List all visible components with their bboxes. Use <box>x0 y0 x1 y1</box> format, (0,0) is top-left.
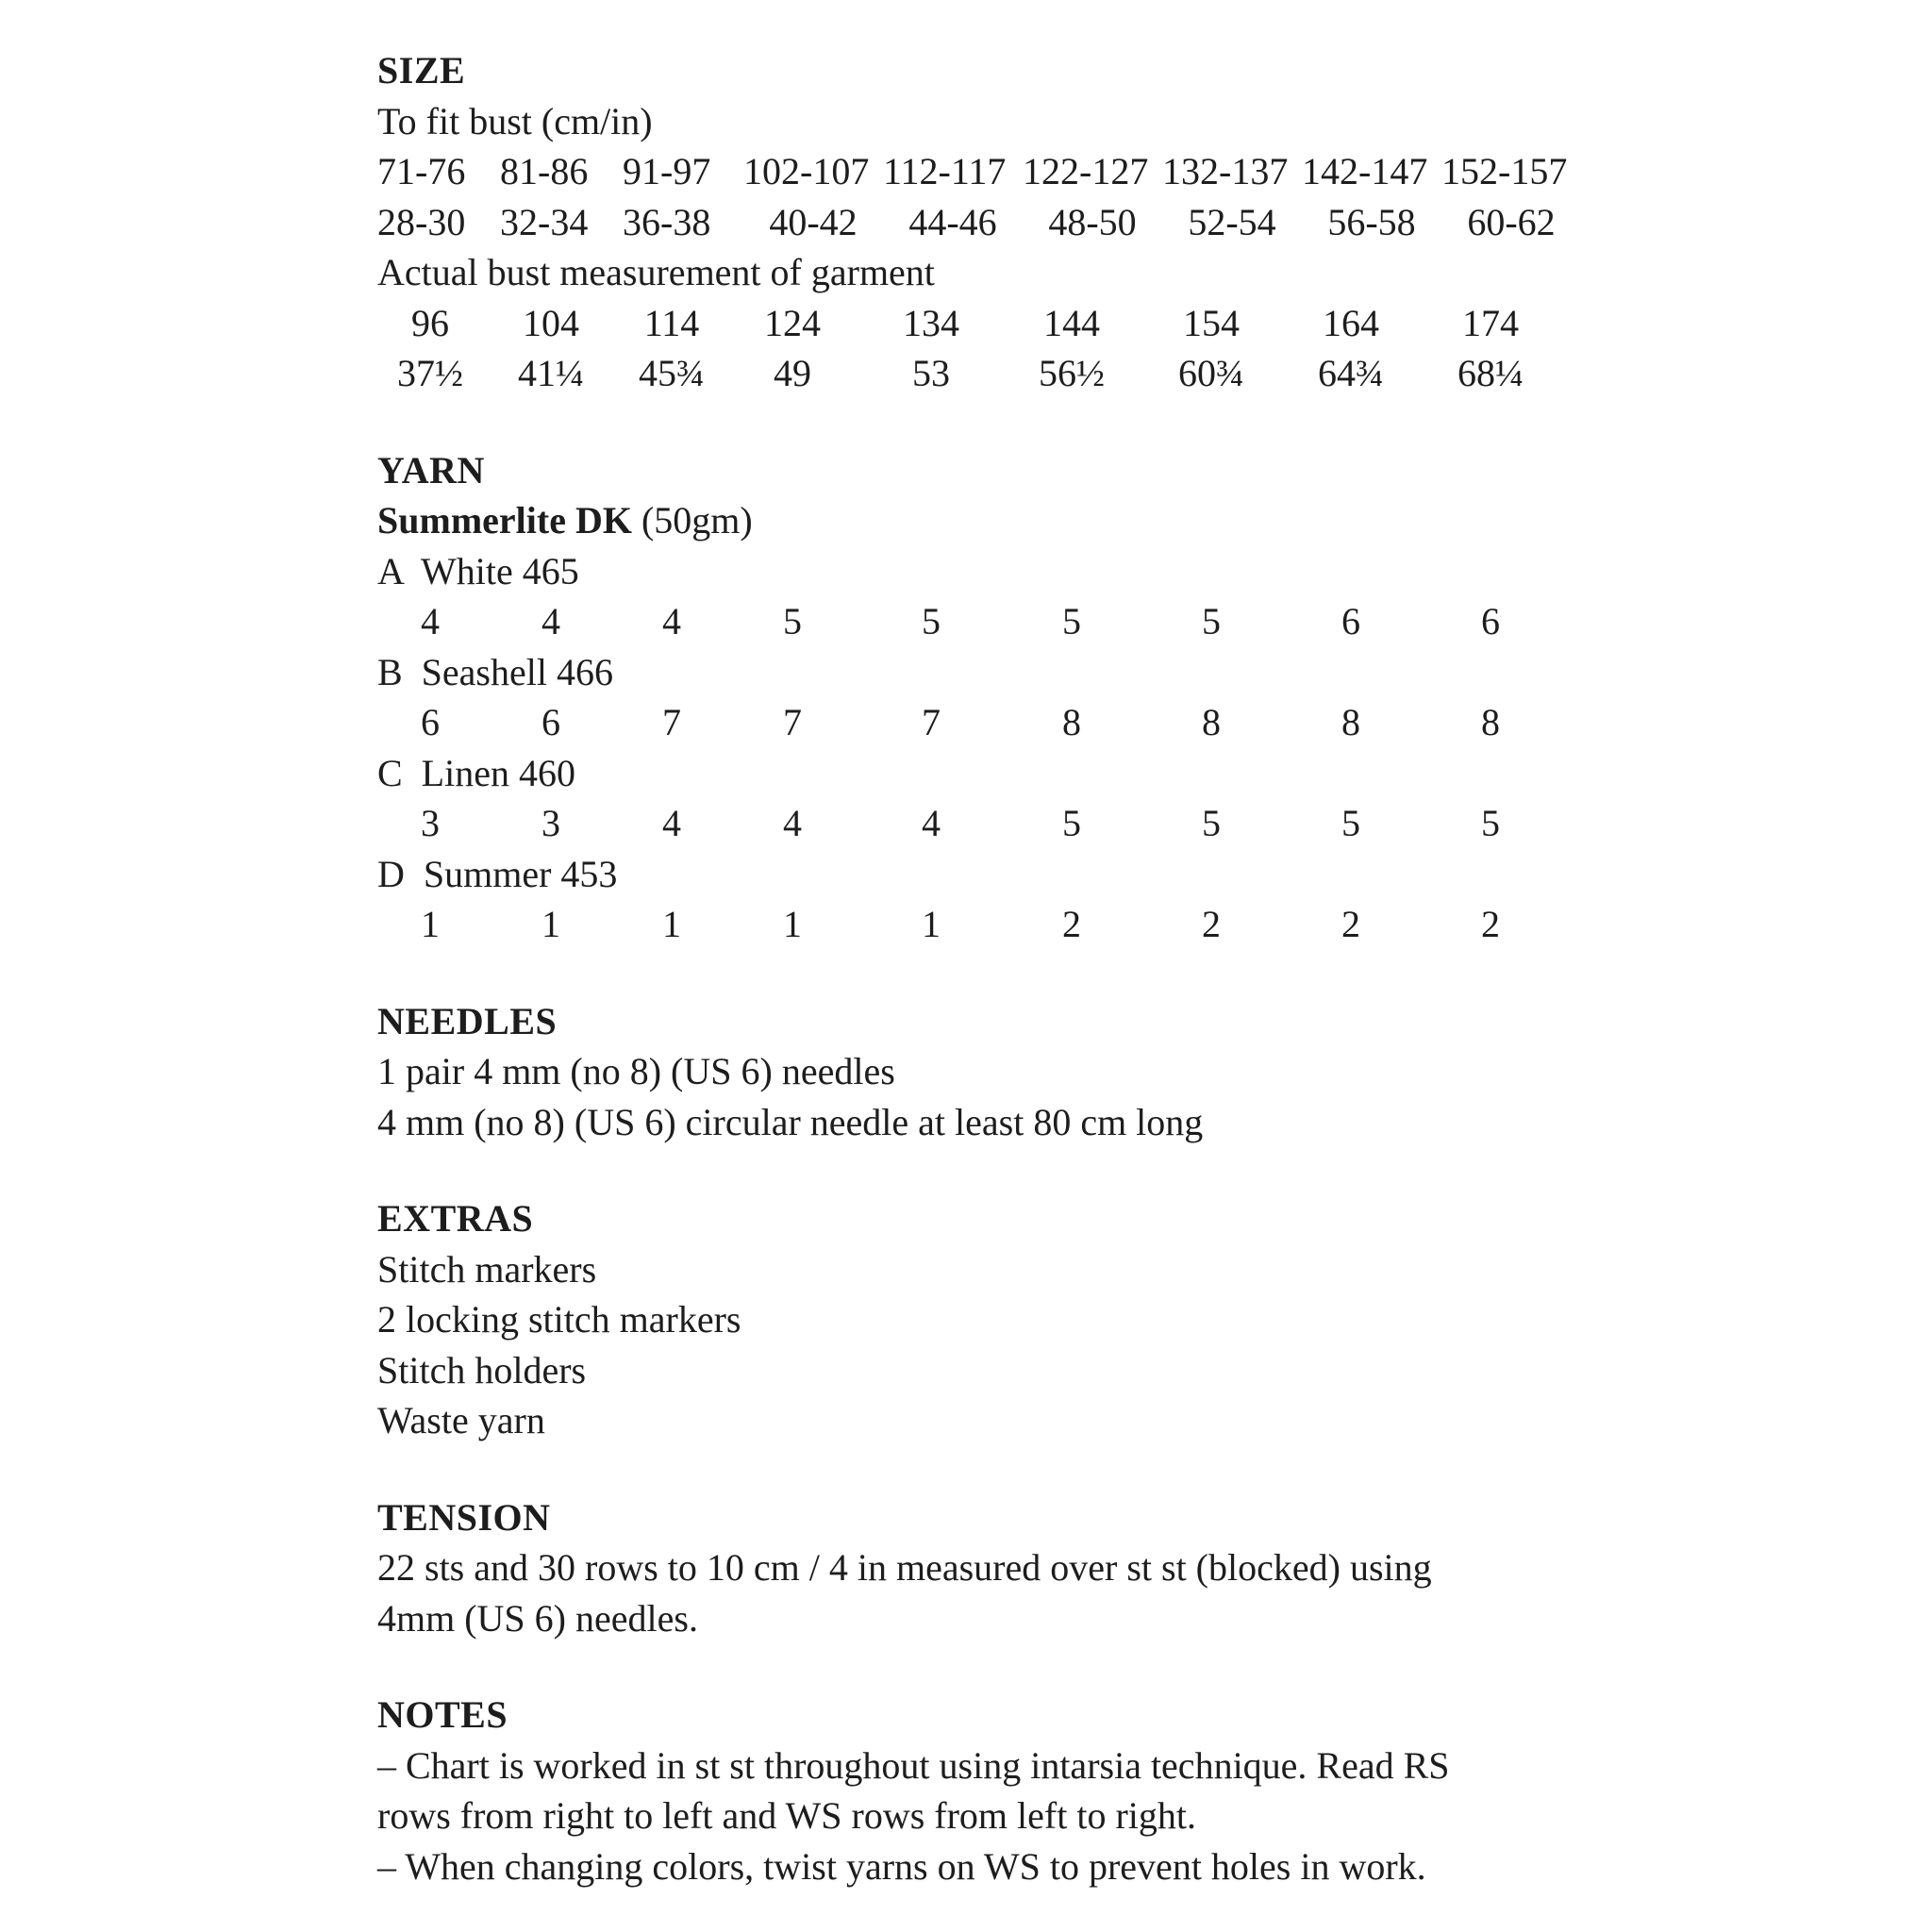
ball-count: 2 <box>1062 903 1081 945</box>
ball-count: 4 <box>421 600 440 642</box>
size-cell: 49 <box>774 352 811 394</box>
ball-count: 5 <box>922 600 941 642</box>
size-cell: 64¾ <box>1318 352 1384 394</box>
tension-line: 4mm (US 6) needles. <box>377 1596 698 1640</box>
size-cell: 40-42 <box>769 200 858 243</box>
size-cell: 154 <box>1183 301 1240 344</box>
tension-heading: TENSION <box>377 1495 551 1539</box>
actual-bust-label: Actual bust measurement of garment <box>377 251 935 293</box>
notes-line: – Chart is worked in st st throughout using intarsia technique. Read RS <box>377 1743 1450 1787</box>
size-cell: 48-50 <box>1048 200 1137 243</box>
yarn-section <box>377 445 1594 950</box>
ball-count: 4 <box>541 600 560 642</box>
ball-count: 4 <box>783 802 802 844</box>
needles-section <box>377 996 1594 1148</box>
ball-count: 3 <box>421 802 440 844</box>
size-cell: 104 <box>523 301 579 344</box>
yarn-name: Summerlite DK <box>377 499 632 541</box>
size-cell: 91-97 <box>623 150 711 192</box>
size-cell: 164 <box>1323 301 1379 344</box>
yarn-balls-row <box>377 798 1594 849</box>
size-cell: 71-76 <box>377 150 466 192</box>
extras-line: Stitch holders <box>377 1348 587 1391</box>
extras-line: Stitch markers <box>377 1247 597 1291</box>
needles-line: 1 pair 4 mm (no 8) (US 6) needles <box>377 1050 895 1092</box>
extras-section <box>377 1193 1594 1446</box>
size-cell: 68¼ <box>1457 352 1524 394</box>
extras-line: 2 locking stitch markers <box>377 1298 741 1341</box>
yarn-balls-row <box>377 596 1594 647</box>
ball-count: 7 <box>783 701 802 743</box>
size-cell: 60-62 <box>1467 200 1556 243</box>
size-cell: 134 <box>903 301 959 344</box>
size-cell: 45¾ <box>639 352 705 394</box>
size-cell: 122-127 <box>1023 150 1149 192</box>
ball-count: 5 <box>1062 600 1081 642</box>
actual-cm-row <box>377 298 1594 349</box>
ball-count: 4 <box>662 600 681 642</box>
ball-count: 5 <box>1341 802 1360 844</box>
ball-count: 5 <box>783 600 802 642</box>
tension-line: 22 sts and 30 rows to 10 cm / 4 in measured over st st (blocked) using <box>377 1546 1432 1589</box>
ball-count: 6 <box>1481 600 1500 642</box>
size-cell: 144 <box>1043 301 1100 344</box>
needles-heading: NEEDLES <box>377 999 558 1042</box>
ball-count: 1 <box>662 903 681 945</box>
size-cell: 52-54 <box>1188 200 1276 243</box>
size-cell: 142-147 <box>1302 150 1428 192</box>
size-cell: 60¾ <box>1178 352 1244 394</box>
size-heading: SIZE <box>377 49 466 92</box>
ball-count: 6 <box>1341 600 1360 642</box>
ball-count: 7 <box>662 701 681 743</box>
ball-count: 6 <box>541 701 560 743</box>
size-cell: 56-58 <box>1327 200 1416 243</box>
ball-count: 8 <box>1062 701 1081 743</box>
size-cell: 112-117 <box>883 150 1007 192</box>
ball-count: 5 <box>1202 600 1221 642</box>
size-cell: 124 <box>764 301 821 344</box>
yarn-heading: YARN <box>377 448 485 491</box>
size-cell: 44-46 <box>908 200 997 243</box>
size-cell: 81-86 <box>500 150 589 192</box>
size-cell: 37½ <box>397 352 463 394</box>
pattern-page <box>377 45 1594 1891</box>
size-cell: 32-34 <box>500 200 589 243</box>
size-cell: 132-137 <box>1162 150 1289 192</box>
size-cell: 53 <box>912 352 950 394</box>
ball-count: 5 <box>1062 802 1081 844</box>
ball-count: 3 <box>541 802 560 844</box>
needles-line: 4 mm (no 8) (US 6) circular needle at least 80 cm long <box>377 1100 1204 1143</box>
fit-bust-label: To fit bust (cm/in) <box>377 99 653 142</box>
yarn-color-label: D Summer 453 <box>377 852 618 895</box>
ball-count: 1 <box>783 903 802 945</box>
notes-line: rows from right to left and WS rows from left to right. <box>377 1794 1197 1837</box>
size-section <box>377 45 1594 399</box>
ball-count: 6 <box>421 701 440 743</box>
ball-count: 4 <box>922 802 941 844</box>
size-cell: 41¼ <box>518 352 584 394</box>
size-cell: 114 <box>643 301 700 344</box>
fit-in-row <box>377 197 1594 248</box>
ball-count: 5 <box>1202 802 1221 844</box>
ball-count: 8 <box>1202 701 1221 743</box>
size-cell: 56½ <box>1039 352 1105 394</box>
size-cell: 102-107 <box>743 150 870 192</box>
ball-count: 2 <box>1341 903 1360 945</box>
ball-count: 7 <box>922 701 941 743</box>
ball-count: 1 <box>922 903 941 945</box>
extras-line: Waste yarn <box>377 1399 545 1441</box>
yarn-color-label: B Seashell 466 <box>377 650 613 693</box>
yarn-name-line <box>377 495 1594 546</box>
extras-heading: EXTRAS <box>377 1197 534 1240</box>
tension-section <box>377 1492 1594 1644</box>
size-cell: 174 <box>1462 301 1519 344</box>
ball-count: 2 <box>1202 903 1221 945</box>
actual-in-row <box>377 348 1594 399</box>
size-cell: 28-30 <box>377 200 466 243</box>
notes-heading: NOTES <box>377 1693 508 1736</box>
ball-count: 8 <box>1341 701 1360 743</box>
size-cell: 96 <box>411 301 449 344</box>
fit-cm-row <box>377 146 1594 197</box>
yarn-weight: (50gm) <box>641 499 753 541</box>
yarn-balls-row <box>377 899 1594 950</box>
ball-count: 1 <box>541 903 560 945</box>
size-cell: 152-157 <box>1441 150 1568 192</box>
ball-count: 2 <box>1481 903 1500 945</box>
ball-count: 5 <box>1481 802 1500 844</box>
ball-count: 1 <box>421 903 440 945</box>
yarn-balls-row <box>377 697 1594 748</box>
size-cell: 36-38 <box>623 200 711 243</box>
yarn-color-label: A White 465 <box>377 549 579 592</box>
notes-line: – When changing colors, twist yarns on WS to prevent holes in work. <box>377 1844 1426 1888</box>
ball-count: 8 <box>1481 701 1500 743</box>
notes-section <box>377 1690 1594 1891</box>
yarn-color-label: C Linen 460 <box>377 751 575 794</box>
ball-count: 4 <box>662 802 681 844</box>
